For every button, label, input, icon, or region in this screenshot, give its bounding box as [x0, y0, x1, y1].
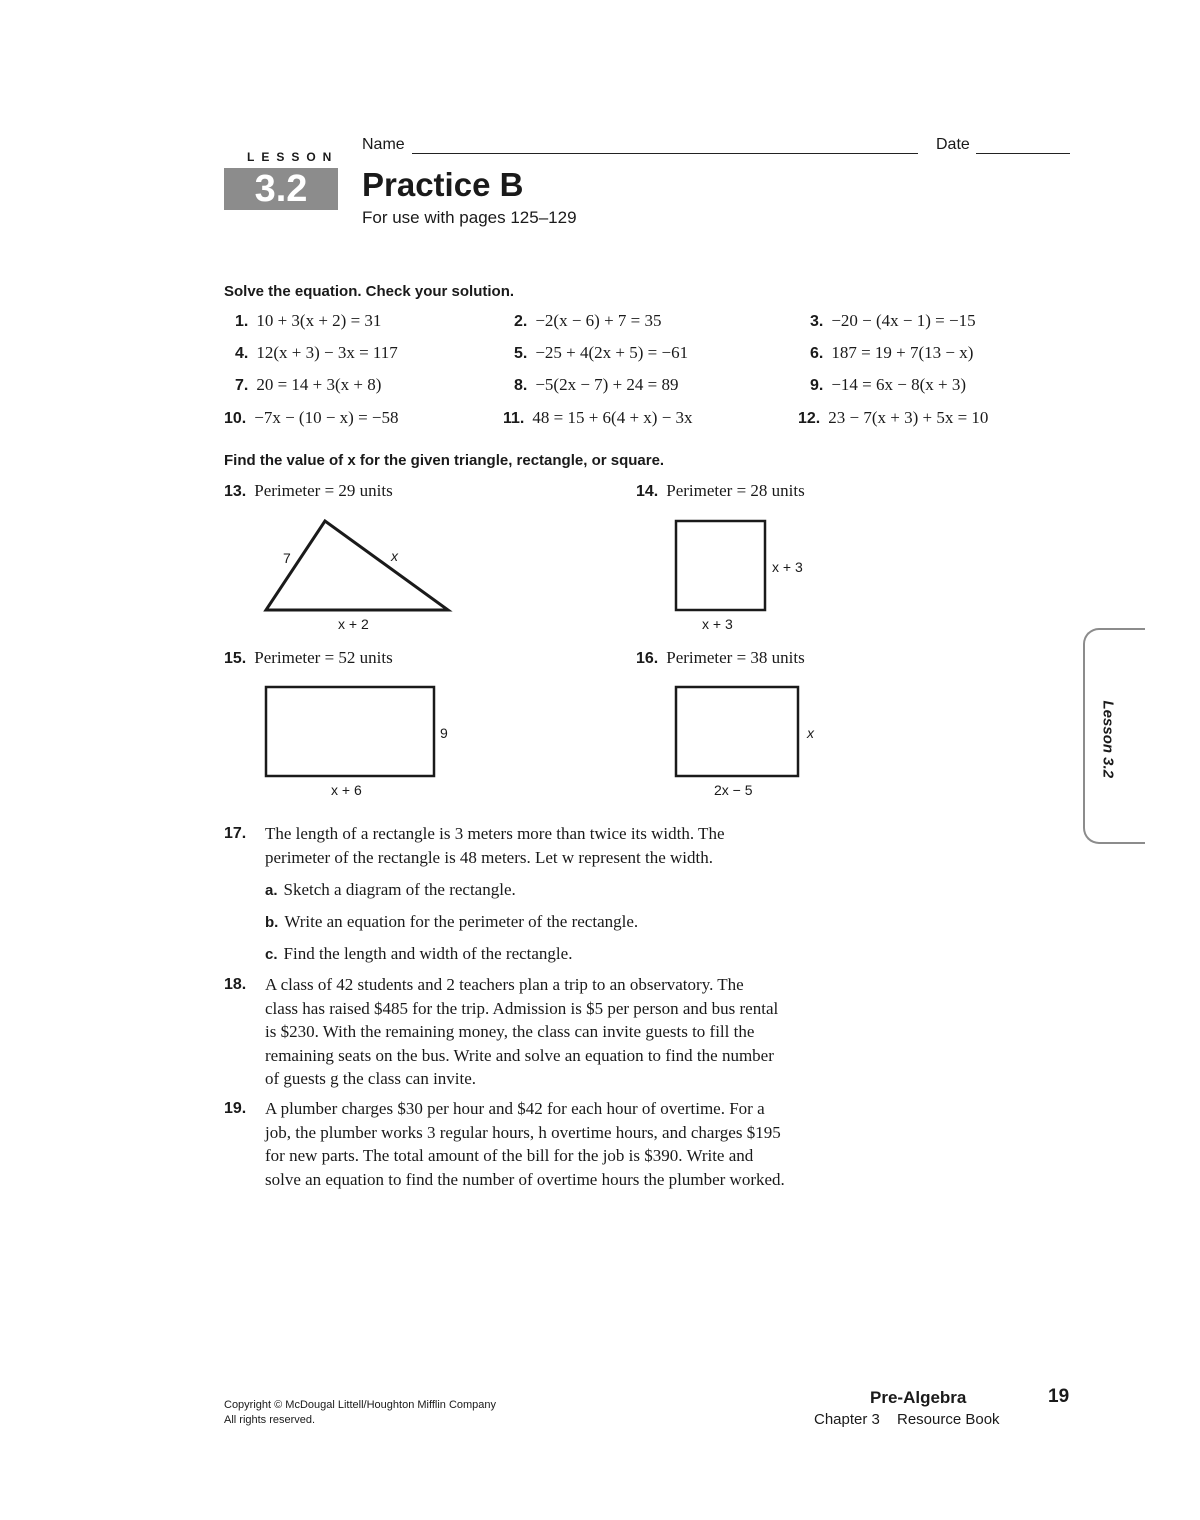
perimeter-text: Perimeter = 28 units [666, 481, 805, 500]
equation: −5(2x − 7) + 24 = 89 [535, 375, 679, 394]
problem-number: 10. [224, 410, 247, 427]
problem-number: 2. [514, 313, 528, 330]
date-label: Date [936, 136, 970, 153]
problem-6 [810, 343, 973, 363]
lesson-side-tab-label: Lesson 3.2 [1099, 700, 1117, 779]
perimeter-text: Perimeter = 29 units [254, 481, 393, 500]
problem-10 [224, 408, 399, 428]
triangle-shape [266, 521, 448, 610]
equation: 48 = 15 + 6(4 + x) − 3x [532, 408, 693, 427]
problem-text-line: perimeter of the rectangle is 48 meters. Let w represent the width. [265, 847, 713, 867]
triangle-base-label: x + 2 [338, 616, 369, 632]
problem-text-line: solve an equation to find the number of overtime hours the plumber worked. [265, 1169, 785, 1189]
square-side-label: x + 3 [772, 559, 803, 575]
resource-label: Resource Book [897, 1411, 1000, 1428]
problem-5 [514, 343, 688, 363]
problem-text-line: job, the plumber works 3 regular hours, h overtime hours, and charges $195 [265, 1122, 781, 1142]
problem-number: 1. [235, 313, 249, 330]
section1-instruction: Solve the equation. Check your solution. [224, 283, 515, 300]
problem-13 [224, 481, 393, 501]
page-subtitle: For use with pages 125–129 [362, 208, 577, 227]
problem-17b [265, 910, 638, 935]
problem-2 [514, 311, 662, 331]
triangle-side-label: 7 [283, 550, 291, 566]
equation: −20 − (4x − 1) = −15 [831, 311, 976, 330]
name-label: Name [362, 136, 405, 153]
problem-12 [798, 408, 988, 428]
problem-3 [810, 311, 976, 331]
problem-7 [235, 375, 381, 395]
problem-number: 14. [636, 483, 659, 500]
rectangle-figure [672, 683, 807, 783]
lesson-number-badge: 3.2 [224, 168, 338, 210]
equation: 10 + 3(x + 2) = 31 [256, 311, 382, 330]
copyright-line: Copyright © McDougal Littell/Houghton Mifflin Company [224, 1399, 497, 1411]
equation: −25 + 4(2x + 5) = −61 [535, 343, 689, 362]
page-number: 19 [1048, 1386, 1070, 1407]
problem-text-line: of guests g the class can invite. [265, 1069, 477, 1088]
rectangle-side-label: x [807, 725, 814, 741]
equation: −7x − (10 − x) = −58 [254, 408, 399, 427]
problem-17a [265, 878, 516, 903]
problem-number: 5. [514, 345, 528, 362]
problem-4 [235, 343, 398, 363]
problem-8 [514, 375, 679, 395]
part-letter: b. [265, 914, 279, 931]
equation: −2(x − 6) + 7 = 35 [535, 311, 662, 330]
name-field-line[interactable] [412, 153, 918, 154]
problem-text-line: A plumber charges $30 per hour and $42 for each hour of overtime. For a [265, 1099, 765, 1118]
problem-number: 15. [224, 650, 247, 667]
chapter-label: Chapter 3 [814, 1411, 880, 1428]
part-letter: c. [265, 946, 278, 963]
problem-18 [224, 973, 885, 1091]
problem-number: 6. [810, 345, 824, 362]
problem-text-line: is $230. With the remaining money, the class can invite guests to fill the [265, 1022, 755, 1041]
book-title: Pre-Algebra [870, 1388, 967, 1407]
problem-17 [224, 822, 885, 869]
problem-9 [810, 375, 966, 395]
problem-1 [235, 311, 381, 331]
square-figure [672, 517, 772, 617]
rectangle-shape [266, 687, 434, 776]
problem-16 [636, 648, 805, 668]
problem-number: 12. [798, 410, 821, 427]
problem-15 [224, 648, 393, 668]
problem-number: 9. [810, 377, 824, 394]
equation: −14 = 6x − 8(x + 3) [831, 375, 967, 394]
date-field-line[interactable] [976, 153, 1070, 154]
problem-number: 4. [235, 345, 249, 362]
problem-text-line: The length of a rectangle is 3 meters more than twice its width. The [265, 824, 725, 843]
problem-11 [503, 408, 693, 428]
rectangle-base-label: 2x − 5 [714, 782, 753, 798]
part-text: Find the length and width of the rectangle. [283, 944, 573, 963]
part-letter: a. [265, 882, 278, 899]
problem-19 [224, 1097, 885, 1191]
problem-number: 17. [224, 825, 247, 842]
rectangle-shape [676, 687, 798, 776]
part-text: Sketch a diagram of the rectangle. [283, 880, 516, 899]
problem-number: 8. [514, 377, 528, 394]
rights-line: All rights reserved. [224, 1414, 316, 1426]
problem-text-line: A class of 42 students and 2 teachers plan a trip to an observatory. The [265, 975, 744, 994]
perimeter-text: Perimeter = 52 units [254, 648, 393, 667]
problem-number: 11. [503, 410, 525, 427]
problem-number: 18. [224, 976, 247, 993]
square-shape [676, 521, 765, 610]
equation: 23 − 7(x + 3) + 5x = 10 [828, 408, 989, 427]
copyright-notice [224, 1398, 496, 1428]
perimeter-text: Perimeter = 38 units [666, 648, 805, 667]
problem-text-line: remaining seats on the bus. Write and solve an equation to find the number [265, 1045, 774, 1065]
problem-17c [265, 942, 572, 967]
problem-number: 13. [224, 483, 247, 500]
problem-number: 19. [224, 1100, 247, 1117]
square-base-label: x + 3 [702, 616, 733, 632]
problem-number: 16. [636, 650, 659, 667]
rectangle-figure [262, 683, 442, 783]
equation: 12(x + 3) − 3x = 117 [256, 343, 398, 362]
rectangle-base-label: x + 6 [331, 782, 362, 798]
rectangle-side-label: 9 [440, 725, 448, 741]
problem-number: 7. [235, 377, 249, 394]
problem-text-line: for new parts. The total amount of the bill for the job is $390. Write and [265, 1146, 754, 1165]
problem-14 [636, 481, 805, 501]
equation: 20 = 14 + 3(x + 8) [256, 375, 382, 394]
problem-text-line: class has raised $485 for the trip. Admission is $5 per person and bus rental [265, 998, 779, 1018]
page-title: Practice B [362, 166, 524, 203]
equation: 187 = 19 + 7(13 − x) [831, 343, 974, 362]
problem-number: 3. [810, 313, 824, 330]
part-text: Write an equation for the perimeter of the rectangle. [284, 912, 639, 931]
triangle-side-label: x [391, 548, 398, 564]
lesson-label: LESSON [247, 150, 339, 164]
section2-instruction: Find the value of x for the given triangle, rectangle, or square. [224, 452, 665, 469]
